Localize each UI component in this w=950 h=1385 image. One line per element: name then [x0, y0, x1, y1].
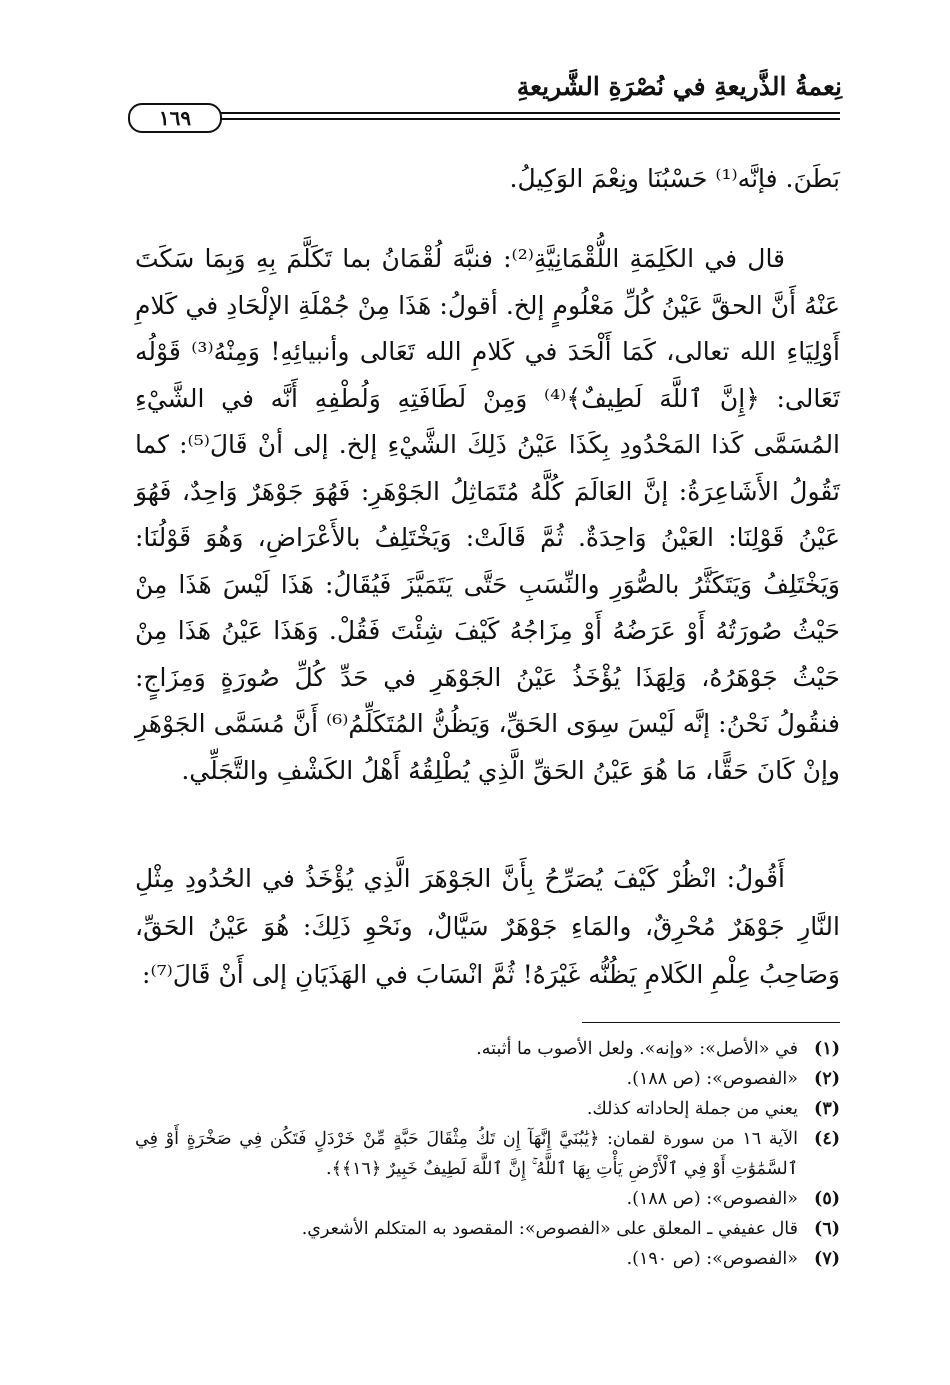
header-rule — [183, 112, 840, 120]
footnote-separator — [582, 1022, 840, 1023]
footnote-item — [135, 1124, 840, 1184]
footnote-text: في «الأصل»: «وإنه». ولعل الأصوب ما أثبته. — [476, 1039, 798, 1059]
footnote-number: (٢) — [814, 1069, 840, 1089]
author-comment-paragraph: أَقُولُ: انْظُرْ كَيْفَ يُصَرِّحُ بِأَنَّ الجَوْهَرَ الَّذِي يُؤْخَذُ في الحُدُودِ مِثْلِ النَّارِ جَوْهَرٌ مُحْرِقٌ، والمَاءِ جَوْهَرٌ سَيَّالٌ، ونَحْوِ ذَلِكَ: هُوَ عَيْنُ الحَقِّ، وَصَاحِبُ عِلْمِ الكَلامِ يَظُنُّه غَيْرَهُ! ثُمَّ انْسَابَ في الهَذَيَانِ إلى أَنْ قَالَ⁽⁷⁾: — [135, 864, 840, 989]
footnote-text: «الفصوص»: (ص ١٨٨). — [626, 1069, 798, 1089]
footnote-item — [135, 1064, 840, 1094]
footnote-item — [135, 1244, 840, 1274]
footnote-number: (٤) — [814, 1129, 840, 1149]
footnotes-list — [135, 1034, 840, 1274]
footnote-number: (٥) — [814, 1189, 840, 1209]
page-number-badge: ١٦٩ — [128, 103, 222, 133]
header-rule-inner-line — [183, 118, 840, 119]
quoted-passage-paragraph: قال في الكَلِمَةِ اللُّقْمَانِيَّةِ⁽²⁾: فنبَّهَ لُقْمَانُ بما تَكَلَّمَ بِهِ وَبِمَا سَكَتَ عَنْهُ أَنَّ الحقَّ عَيْنُ كُلِّ مَعْلُومٍ إلخ. أقولُ: هَذَا مِنْ جُمْلَةِ الإلْحَادِ في كَلامِ أَوْلِيَاءِ الله تعالى، كَمَا أَلْحَدَ في كَلامِ الله تَعَالى وأنبيائِهِ! وَمِنْهُ⁽³⁾ قَوْلُه تَعَالى: ﴿إِنَّ ٱللَّهَ لَطِيفٌ﴾⁽⁴⁾ وَمِنْ لَطَافَتِهِ وَلُطْفِهِ أَنَّه في الشَّيْءِ المُسَمَّى كَذا المَحْدُودِ بِكَذَا عَيْنُ ذَلِكَ الشَّيْءِ إلخ. إلى أنْ قَالَ⁽⁵⁾: كما تَقُولُ الأَشَاعِرَةُ: إنَّ العَالَمَ كُلَّهُ مُتَمَاثِلُ الجَوْهَرِ: فَهُوَ جَوْهَرٌ وَاحِدٌ، فَهُوَ عَيْنُ قَوْلِنَا: العَيْنُ وَاحِدَةٌ. ثُمَّ قَالَتْ: وَيَخْتَلِفُ بالأَعْرَاضِ، وَهُوَ قَوْلُنَا: وَيَخْتَلِفُ وَيَتَكَثَّرُ بالصُّوَرِ والنِّسَبِ حَتَّى يَتَمَيَّزَ فَيُقَالُ: هَذَا لَيْسَ هَذَا مِنْ حَيْثُ صُورَتُهُ أَوْ عَرَضُهُ أَوْ مِزَاجُهُ كَيْفَ شِئْتَ فَقُلْ. وَهَذَا عَيْنُ هَذَا مِنْ حَيْثُ جَوْهَرُهُ، وَلِهَذَا يُؤْخَذُ عَيْنُ الجَوْهَرِ في حَدِّ كُلِّ صُورَةٍ وَمِزَاجٍ: فنقُولُ نَحْنُ: إنَّه لَيْسَ سِوَى الحَقِّ، وَيَظُنُّ المُتَكَلِّمُ⁽⁶⁾ أَنَّ مُسَمَّى الجَوْهَرِ وإنْ كَانَ حَقًّا، مَا هُوَ عَيْنُ الحَقِّ الَّذِي يُطْلِقُهُ أَهْلُ الكَشْفِ والتَّجَلِّي. — [135, 244, 841, 785]
footnote-text: قال عفيفي ـ المعلق على «الفصوص»: المقصود به المتكلم الأشعري. — [301, 1219, 798, 1239]
lead-paragraph: بَطَنَ. فإنَّه⁽¹⁾ حَسْبُنَا ونِعْمَ الوَكِيلُ. — [509, 164, 840, 193]
footnote-item — [135, 1184, 840, 1214]
footnote-text: «الفصوص»: (ص ١٨٨). — [626, 1189, 798, 1209]
footnote-text: «الفصوص»: (ص ١٩٠). — [626, 1249, 798, 1269]
footnote-number: (٣) — [814, 1099, 840, 1119]
running-header-title: نِعمةُ الذَّريعةِ في نُصْرَةِ الشَّريعةِ — [516, 72, 842, 101]
footnote-number: (٦) — [814, 1219, 840, 1239]
footnote-number: (١) — [814, 1039, 840, 1059]
footnote-text: يعني من جملة إلحاداته كذلك. — [586, 1099, 798, 1119]
footnote-item — [135, 1034, 840, 1064]
footnote-text: الآية ١٦ من سورة لقمان: ﴿يَٰبُنَيَّ إِنَّهَآ إِن تَكُ مِثْقَالَ حَبَّةٍ مِّنْ خَرْدَلٍ فَتَكُن فِي صَخْرَةٍ أَوْ فِي ٱلسَّمَٰوَٰتِ أَوْ فِي ٱلْأَرْضِ يَأْتِ بِهَا ٱللَّهُ ۚ إِنَّ ٱللَّهَ لَطِيفٌ خَبِيرٌ ﴿١٦﴾﴾. — [135, 1129, 798, 1179]
footnote-number: (٧) — [814, 1249, 840, 1269]
footnote-item — [135, 1094, 840, 1124]
footnote-item — [135, 1214, 840, 1244]
